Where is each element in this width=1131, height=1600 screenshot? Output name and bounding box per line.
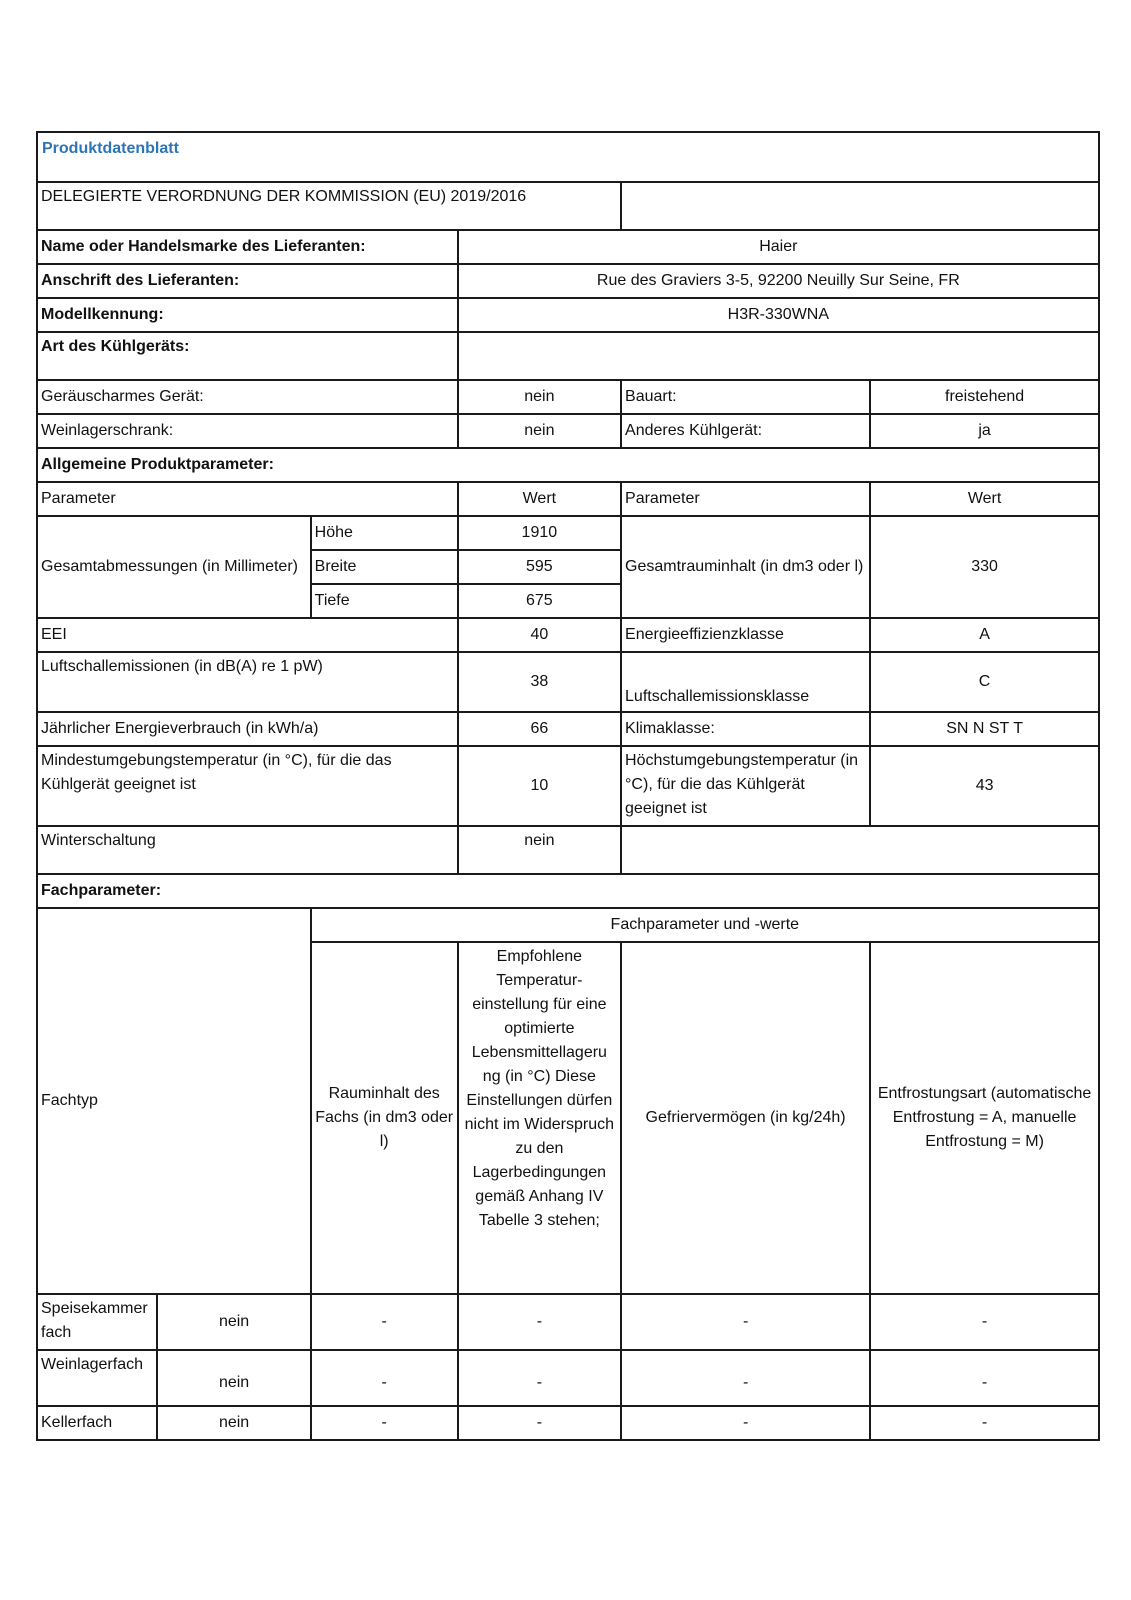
noise-emission-label: Luftschallemissionen (in dB(A) re 1 pW) — [37, 652, 458, 712]
compartment-name: Kellerfach — [37, 1406, 157, 1440]
compartment-defrost-header: Entfrostungsart (automatische Entfrostung = A, manuelle Entfrostung = M) — [870, 942, 1099, 1294]
compartment-temp: - — [458, 1294, 621, 1350]
width-value: 595 — [458, 550, 621, 584]
compartment-group-header: Fachparameter und -werte — [311, 908, 1099, 942]
compartment-volume: - — [311, 1406, 458, 1440]
climate-class-label: Klimaklasse: — [621, 712, 870, 746]
table-row — [37, 1294, 1099, 1350]
param-header-left: Parameter — [37, 482, 458, 516]
value-header-right: Wert — [870, 482, 1099, 516]
design-value: freistehend — [870, 380, 1099, 414]
depth-value: 675 — [458, 584, 621, 618]
width-label: Breite — [311, 550, 458, 584]
noise-class-value: C — [870, 652, 1099, 712]
min-temp-value: 10 — [458, 746, 621, 826]
compartment-defrost: - — [870, 1350, 1099, 1406]
regulation-text: DELEGIERTE VERORDNUNG DER KOMMISSION (EU) 2019/2016 — [37, 182, 621, 230]
wine-cabinet-value: nein — [458, 414, 621, 448]
supplier-name-label: Name oder Handelsmarke des Lieferanten: — [37, 230, 458, 264]
appliance-type-heading: Art des Kühlgeräts: — [37, 332, 458, 380]
annual-energy-label: Jährlicher Energieverbrauch (in kWh/a) — [37, 712, 458, 746]
annual-energy-value: 66 — [458, 712, 621, 746]
compartment-volume: - — [311, 1350, 458, 1406]
total-volume-label: Gesamtrauminhalt (in dm3 oder l) — [621, 516, 870, 618]
compartment-name: Speisekammer fach — [37, 1294, 157, 1350]
compartment-freeze-header: Gefriervermögen (in kg/24h) — [621, 942, 870, 1294]
general-parameters-heading: Allgemeine Produktparameter: — [37, 448, 1099, 482]
compartment-volume: - — [311, 1294, 458, 1350]
compartment-freeze: - — [621, 1350, 870, 1406]
total-volume-value: 330 — [870, 516, 1099, 618]
design-label: Bauart: — [621, 380, 870, 414]
compartment-parameters-heading: Fachparameter: — [37, 874, 1099, 908]
compartment-present: nein — [157, 1406, 310, 1440]
compartment-temp: - — [458, 1350, 621, 1406]
table-row — [37, 1350, 1099, 1406]
other-appliance-value: ja — [870, 414, 1099, 448]
winter-setting-value: nein — [458, 826, 621, 874]
compartment-present: nein — [157, 1350, 310, 1406]
product-data-sheet-table — [36, 131, 1100, 1441]
eei-label: EEI — [37, 618, 458, 652]
page-title: Produktdatenblatt — [37, 132, 1099, 182]
noise-class-label: Luftschallemissionsklasse — [621, 652, 870, 712]
low-noise-label: Geräuscharmes Gerät: — [37, 380, 458, 414]
height-label: Höhe — [311, 516, 458, 550]
depth-label: Tiefe — [311, 584, 458, 618]
compartment-type-header: Fachtyp — [37, 908, 311, 1294]
table-row — [37, 1406, 1099, 1440]
value-header-left: Wert — [458, 482, 621, 516]
other-appliance-label: Anderes Kühlgerät: — [621, 414, 870, 448]
compartment-freeze: - — [621, 1406, 870, 1440]
eei-value: 40 — [458, 618, 621, 652]
max-temp-value: 43 — [870, 746, 1099, 826]
compartment-temp: - — [458, 1406, 621, 1440]
compartment-defrost: - — [870, 1294, 1099, 1350]
compartment-present: nein — [157, 1294, 310, 1350]
noise-emission-value: 38 — [458, 652, 621, 712]
dimensions-label: Gesamtabmessungen (in Millimeter) — [37, 516, 311, 618]
model-value: H3R-330WNA — [458, 298, 1099, 332]
wine-cabinet-label: Weinlagerschrank: — [37, 414, 458, 448]
compartment-name: Weinlagerfach — [37, 1350, 157, 1406]
energy-class-value: A — [870, 618, 1099, 652]
min-temp-label: Mindestumgebungstemperatur (in °C), für die das Kühlgerät geeignet ist — [37, 746, 458, 826]
appliance-type-empty-cell — [458, 332, 1099, 380]
winter-setting-label: Winterschaltung — [37, 826, 458, 874]
regulation-empty-cell — [621, 182, 1099, 230]
compartment-defrost: - — [870, 1406, 1099, 1440]
compartment-freeze: - — [621, 1294, 870, 1350]
climate-class-value: SN N ST T — [870, 712, 1099, 746]
supplier-address-value: Rue des Graviers 3-5, 92200 Neuilly Sur Seine, FR — [458, 264, 1099, 298]
low-noise-value: nein — [458, 380, 621, 414]
param-header-right: Parameter — [621, 482, 870, 516]
model-label: Modellkennung: — [37, 298, 458, 332]
compartment-temp-header: Empfohlene Temperatur-einstellung für eine optimierte Lebensmittellageru ng (in °C) Diese Einstellungen dürfen nicht im Widerspruch zu den Lagerbedingungen gemäß Anhang IV Tabelle 3 stehen; — [458, 942, 621, 1294]
energy-class-label: Energieeffizienzklasse — [621, 618, 870, 652]
height-value: 1910 — [458, 516, 621, 550]
supplier-address-label: Anschrift des Lieferanten: — [37, 264, 458, 298]
supplier-name-value: Haier — [458, 230, 1099, 264]
winter-empty-cell — [621, 826, 1099, 874]
compartment-volume-header: Rauminhalt des Fachs (in dm3 oder l) — [311, 942, 458, 1294]
max-temp-label: Höchstumgebungstemperatur (in °C), für die das Kühlgerät geeignet ist — [621, 746, 870, 826]
